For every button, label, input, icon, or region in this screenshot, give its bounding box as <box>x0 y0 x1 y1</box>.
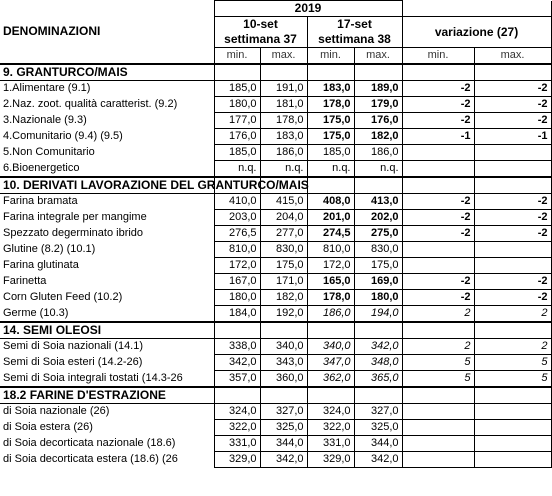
section-header-cell <box>260 387 307 404</box>
variazione-max-cell <box>474 145 551 161</box>
variazione-max-cell <box>474 161 551 178</box>
min-label: min. <box>402 48 474 65</box>
denominazioni-header: DENOMINAZIONI <box>0 1 214 65</box>
row-label: di Soia decorticata estera (18.6) (26 <box>3 453 178 465</box>
row-label: Glutine (8.2) (10.1) <box>3 243 96 255</box>
week38-max-cell: 202,0 <box>354 210 402 226</box>
section-header-cell <box>307 64 354 81</box>
table-row <box>0 242 551 258</box>
row-label: Corn Gluten Feed (10.2) <box>3 291 123 303</box>
table-row <box>0 371 551 388</box>
row-label: Farina integrale per mangime <box>3 211 147 223</box>
section-title: 18.2 FARINE D'ESTRAZIONE <box>0 387 214 404</box>
variazione-max-cell <box>474 242 551 258</box>
week37-min-cell: 357,0 <box>214 371 260 388</box>
week37-max-cell: 171,0 <box>260 274 307 290</box>
year-header: 2019 <box>214 1 402 17</box>
week38-min-cell: n.q. <box>307 161 354 178</box>
section-title: 10. DERIVATI LAVORAZIONE DEL GRANTURCO/MAIS <box>0 177 214 194</box>
week37-min-cell: 276,5 <box>214 226 260 242</box>
table-body <box>0 64 551 468</box>
section-header <box>0 322 551 339</box>
variazione-max-cell: 5 <box>474 355 551 371</box>
week38-max-cell: 175,0 <box>354 258 402 274</box>
variazione-header: variazione (27) <box>402 17 551 48</box>
week38-max-cell: 325,0 <box>354 420 402 436</box>
variazione-max-cell <box>474 436 551 452</box>
row-label: 3.Nazionale (9.3) <box>3 114 87 126</box>
table-row <box>0 210 551 226</box>
variazione-min-cell <box>402 258 474 274</box>
week1-label: settimana 37 <box>214 32 307 48</box>
variazione-max-cell: -2 <box>474 290 551 306</box>
week38-min-cell: 165,0 <box>307 274 354 290</box>
table-row <box>0 129 551 145</box>
section-header-cell <box>354 322 402 339</box>
week38-min-cell: 331,0 <box>307 436 354 452</box>
week38-max-cell: 189,0 <box>354 81 402 97</box>
week38-min-cell: 178,0 <box>307 290 354 306</box>
week38-min-cell: 329,0 <box>307 452 354 468</box>
week38-max-cell: 182,0 <box>354 129 402 145</box>
variazione-max-cell: -2 <box>474 226 551 242</box>
section-header-cell <box>354 64 402 81</box>
section-header-cell <box>260 322 307 339</box>
week38-max-cell: 169,0 <box>354 274 402 290</box>
week37-min-cell: 322,0 <box>214 420 260 436</box>
variazione-min-cell <box>402 145 474 161</box>
section-header-cell <box>474 387 551 404</box>
week37-max-cell: 191,0 <box>260 81 307 97</box>
variazione-min-cell <box>402 452 474 468</box>
max-label: max. <box>260 48 307 65</box>
week38-min-cell: 408,0 <box>307 194 354 210</box>
week37-min-cell: 172,0 <box>214 258 260 274</box>
variazione-min-cell <box>402 161 474 178</box>
week37-min-cell: 167,0 <box>214 274 260 290</box>
week38-min-cell: 362,0 <box>307 371 354 388</box>
week37-min-cell: 203,0 <box>214 210 260 226</box>
row-label: Semi di Soia nazionali (14.1) <box>3 340 144 353</box>
week38-min-cell: 175,0 <box>307 113 354 129</box>
week37-min-cell: 180,0 <box>214 290 260 306</box>
week38-min-cell: 322,0 <box>307 420 354 436</box>
table-row <box>0 145 551 161</box>
week2-label: settimana 38 <box>307 32 402 48</box>
variazione-min-cell: -2 <box>402 274 474 290</box>
variazione-min-cell: 5 <box>402 355 474 371</box>
week38-max-cell: n.q. <box>354 161 402 178</box>
variazione-min-cell: 5 <box>402 371 474 388</box>
row-label: Germe (10.3) <box>3 306 69 319</box>
section-header-cell <box>307 177 354 194</box>
week38-min-cell: 324,0 <box>307 404 354 420</box>
variazione-min-cell: -2 <box>402 81 474 97</box>
variazione-min-cell <box>402 420 474 436</box>
week37-max-cell: 327,0 <box>260 404 307 420</box>
variazione-max-cell: -2 <box>474 81 551 97</box>
section-header-cell <box>474 64 551 81</box>
week37-max-cell: 344,0 <box>260 436 307 452</box>
row-label: 6.Bioenergetico <box>3 161 80 174</box>
row-label: di Soia estera (26) <box>3 421 93 433</box>
week37-max-cell: 183,0 <box>260 129 307 145</box>
week38-max-cell: 327,0 <box>354 404 402 420</box>
week38-min-cell: 185,0 <box>307 145 354 161</box>
table-row <box>0 274 551 290</box>
row-label: 1.Alimentare (9.1) <box>3 82 91 95</box>
section-header <box>0 64 551 81</box>
table-row <box>0 258 551 274</box>
week38-max-cell: 344,0 <box>354 436 402 452</box>
week38-min-cell: 186,0 <box>307 306 354 323</box>
week38-max-cell: 830,0 <box>354 242 402 258</box>
section-title: 9. GRANTURCO/MAIS <box>0 64 214 81</box>
max-label: max. <box>474 48 551 65</box>
section-header-cell <box>214 64 260 81</box>
week37-min-cell: 329,0 <box>214 452 260 468</box>
variazione-max-cell: -2 <box>474 194 551 210</box>
row-label: Semi di Soia integrali tostati (14.3-26 <box>3 371 183 384</box>
table-row <box>0 436 551 452</box>
week37-max-cell: 186,0 <box>260 145 307 161</box>
week37-max-cell: 181,0 <box>260 97 307 113</box>
week37-max-cell: 360,0 <box>260 371 307 388</box>
variazione-max-cell: -1 <box>474 129 551 145</box>
week37-min-cell: 324,0 <box>214 404 260 420</box>
week37-min-cell: 185,0 <box>214 145 260 161</box>
week38-min-cell: 340,0 <box>307 339 354 355</box>
week2-date: 17-set <box>307 17 402 33</box>
section-header-cell <box>307 322 354 339</box>
row-label: Semi di Soia esteri (14.2-26) <box>3 356 143 368</box>
row-label: Spezzato degerminato ibrido <box>3 227 144 239</box>
week37-max-cell: 178,0 <box>260 113 307 129</box>
table-row <box>0 452 551 468</box>
min-label: min. <box>214 48 260 65</box>
table-row <box>0 97 551 113</box>
week38-max-cell: 348,0 <box>354 355 402 371</box>
table-row <box>0 290 551 306</box>
variazione-max-cell <box>474 452 551 468</box>
table-row <box>0 81 551 97</box>
week38-max-cell: 176,0 <box>354 113 402 129</box>
variazione-max-cell: 5 <box>474 371 551 388</box>
week38-max-cell: 365,0 <box>354 371 402 388</box>
week37-max-cell: 340,0 <box>260 339 307 355</box>
week38-max-cell: 180,0 <box>354 290 402 306</box>
section-header-cell <box>474 322 551 339</box>
week38-max-cell: 413,0 <box>354 194 402 210</box>
week38-min-cell: 175,0 <box>307 129 354 145</box>
row-label: 5.Non Comunitario <box>3 146 95 158</box>
table-row <box>0 161 551 178</box>
variazione-max-cell: 2 <box>474 339 551 355</box>
variazione-max-cell <box>474 420 551 436</box>
week37-max-cell: 325,0 <box>260 420 307 436</box>
week38-max-cell: 342,0 <box>354 339 402 355</box>
table-row <box>0 194 551 210</box>
week37-max-cell: 343,0 <box>260 355 307 371</box>
table-row <box>0 113 551 129</box>
section-header-cell <box>402 64 474 81</box>
row-label: di Soia decorticata nazionale (18.6) <box>3 437 176 449</box>
row-label: 2.Naz. zoot. qualità caratterist. (9.2) <box>3 98 178 110</box>
row-label: Farina glutinata <box>3 259 79 271</box>
table-header <box>0 1 551 65</box>
week37-min-cell: 331,0 <box>214 436 260 452</box>
variazione-min-cell: -2 <box>402 97 474 113</box>
week37-min-cell: 180,0 <box>214 97 260 113</box>
week37-min-cell: 342,0 <box>214 355 260 371</box>
variazione-min-cell: -2 <box>402 226 474 242</box>
week38-min-cell: 810,0 <box>307 242 354 258</box>
week37-max-cell: 342,0 <box>260 452 307 468</box>
variazione-max-cell <box>474 404 551 420</box>
variazione-max-cell: 2 <box>474 306 551 323</box>
week37-max-cell: 830,0 <box>260 242 307 258</box>
week38-max-cell: 342,0 <box>354 452 402 468</box>
table-row <box>0 355 551 371</box>
variazione-max-cell <box>474 258 551 274</box>
max-label: max. <box>354 48 402 65</box>
variazione-spacer <box>402 1 551 17</box>
week37-max-cell: 415,0 <box>260 194 307 210</box>
section-header <box>0 177 551 194</box>
week1-date: 10-set <box>214 17 307 33</box>
variazione-min-cell: -2 <box>402 290 474 306</box>
variazione-max-cell: -2 <box>474 210 551 226</box>
variazione-min-cell: 2 <box>402 306 474 323</box>
week38-max-cell: 275,0 <box>354 226 402 242</box>
variazione-max-cell: -2 <box>474 113 551 129</box>
week37-max-cell: 204,0 <box>260 210 307 226</box>
week37-max-cell: n.q. <box>260 161 307 178</box>
section-header <box>0 387 551 404</box>
week37-min-cell: 338,0 <box>214 339 260 355</box>
table-row <box>0 339 551 355</box>
variazione-min-cell: -2 <box>402 210 474 226</box>
section-title: 14. SEMI OLEOSI <box>0 322 214 339</box>
week38-min-cell: 183,0 <box>307 81 354 97</box>
week38-min-cell: 347,0 <box>307 355 354 371</box>
week37-min-cell: 185,0 <box>214 81 260 97</box>
variazione-min-cell: 2 <box>402 339 474 355</box>
week38-max-cell: 194,0 <box>354 306 402 323</box>
section-header-cell <box>260 64 307 81</box>
min-label: min. <box>307 48 354 65</box>
week37-min-cell: 184,0 <box>214 306 260 323</box>
week37-min-cell: n.q. <box>214 161 260 178</box>
week38-min-cell: 274,5 <box>307 226 354 242</box>
week37-min-cell: 176,0 <box>214 129 260 145</box>
variazione-min-cell: -1 <box>402 129 474 145</box>
week38-min-cell: 178,0 <box>307 97 354 113</box>
week38-max-cell: 186,0 <box>354 145 402 161</box>
week38-min-cell: 201,0 <box>307 210 354 226</box>
week38-min-cell: 172,0 <box>307 258 354 274</box>
table-row <box>0 404 551 420</box>
section-header-cell <box>307 387 354 404</box>
table-row <box>0 420 551 436</box>
variazione-min-cell <box>402 242 474 258</box>
week37-min-cell: 410,0 <box>214 194 260 210</box>
variazione-min-cell: -2 <box>402 113 474 129</box>
variazione-max-cell: -2 <box>474 274 551 290</box>
section-header-cell <box>214 387 260 404</box>
week37-min-cell: 810,0 <box>214 242 260 258</box>
variazione-min-cell: -2 <box>402 194 474 210</box>
variazione-min-cell <box>402 404 474 420</box>
week37-min-cell: 177,0 <box>214 113 260 129</box>
week37-max-cell: 192,0 <box>260 306 307 323</box>
section-header-cell <box>474 177 551 194</box>
week37-max-cell: 182,0 <box>260 290 307 306</box>
row-label: Farinetta <box>3 275 47 287</box>
table-row <box>0 226 551 242</box>
section-header-cell <box>354 177 402 194</box>
section-header-cell <box>214 322 260 339</box>
week37-max-cell: 277,0 <box>260 226 307 242</box>
table-row <box>0 306 551 323</box>
week37-max-cell: 175,0 <box>260 258 307 274</box>
section-header-cell <box>354 387 402 404</box>
variazione-min-cell <box>402 436 474 452</box>
week38-max-cell: 179,0 <box>354 97 402 113</box>
row-label: 4.Comunitario (9.4) (9.5) <box>3 130 123 142</box>
section-header-cell <box>402 387 474 404</box>
row-label: di Soia nazionale (26) <box>3 405 110 418</box>
variazione-max-cell: -2 <box>474 97 551 113</box>
row-label: Farina bramata <box>3 195 78 208</box>
section-header-cell <box>402 322 474 339</box>
section-header-cell <box>402 177 474 194</box>
